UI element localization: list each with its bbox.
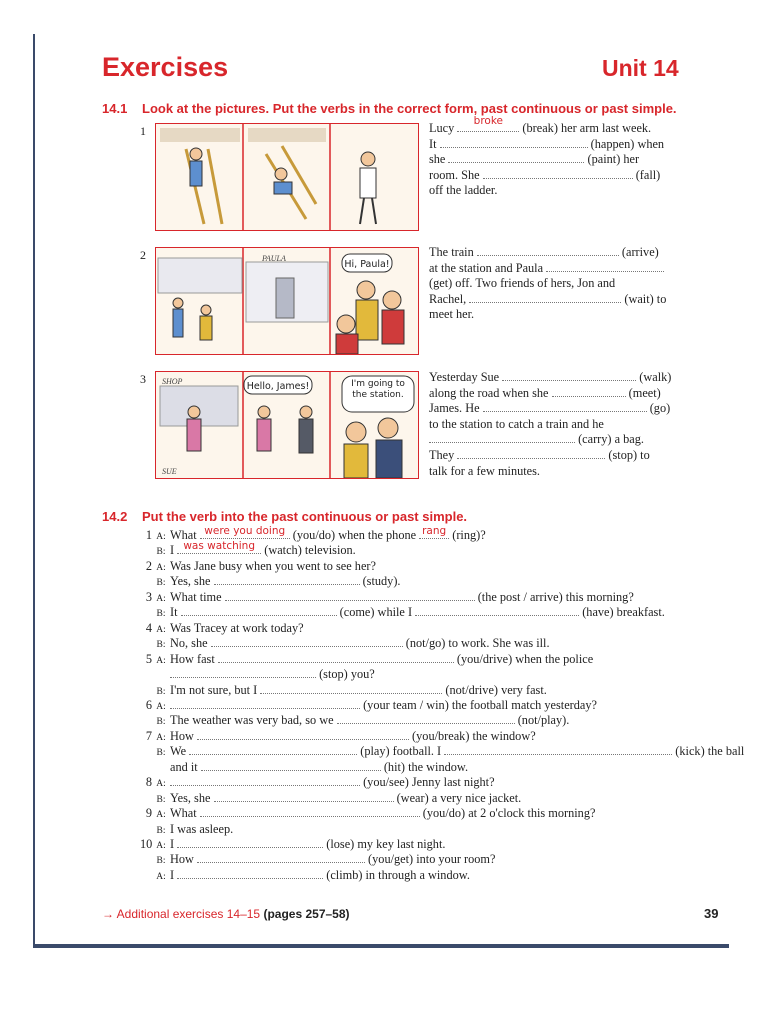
- row-text: (not/go) to work. She was ill.: [402, 636, 550, 651]
- exercise-row: [140, 652, 593, 667]
- arrow-right-icon: →: [102, 907, 114, 921]
- row-text: (study).: [359, 574, 401, 589]
- answer-blank[interactable]: [177, 837, 323, 848]
- left-margin-rule: [33, 34, 35, 946]
- row-text: How fast: [170, 651, 218, 666]
- row-text: How: [170, 852, 197, 867]
- row-text: (have) breakfast.: [579, 605, 665, 620]
- link-text: Additional exercises 14–15: [116, 907, 261, 921]
- handwritten-answer: were you doing: [204, 525, 286, 537]
- speaker-label: A:: [156, 841, 166, 851]
- row-text: I'm not sure, but I: [170, 682, 261, 697]
- picture-caption: PAULA: [262, 254, 286, 263]
- answer-blank[interactable]: [419, 525, 449, 539]
- picture-1-ladder-fall: [155, 123, 419, 231]
- answer-blank[interactable]: [225, 590, 475, 601]
- exercise-row: [140, 636, 550, 651]
- speaker-label: B:: [156, 578, 166, 589]
- answer-blank[interactable]: [211, 636, 403, 647]
- shop-sign: SHOP: [162, 377, 183, 386]
- text-line: (carry) a bag.: [429, 432, 671, 448]
- row-text: (not/drive) very fast.: [442, 682, 547, 697]
- speaker-label: B:: [156, 640, 166, 651]
- additional-exercises-link[interactable]: [102, 907, 350, 921]
- text-line: to the station to catch a train and he: [429, 416, 604, 431]
- item-number: 7: [145, 728, 152, 743]
- exercise-14-1-number: 14.1: [102, 101, 128, 116]
- speaker-label: B:: [156, 748, 166, 759]
- answer-blank[interactable]: [189, 744, 357, 755]
- exercise-row: [140, 559, 376, 574]
- row-text: (you/get) into your room?: [364, 852, 496, 867]
- handwritten-answer: was watching: [183, 540, 255, 553]
- answer-blank[interactable]: [200, 525, 290, 539]
- speaker-label: A:: [156, 532, 166, 542]
- exercise-row: [140, 822, 233, 837]
- answer-blank[interactable]: [483, 168, 633, 179]
- answer-blank[interactable]: [214, 791, 394, 802]
- row-text: What: [170, 528, 200, 542]
- answer-blank[interactable]: [483, 401, 647, 412]
- exercise-row: [140, 590, 634, 605]
- picture-number: 2: [140, 248, 146, 262]
- text-line: It (happen) when: [429, 136, 665, 151]
- speaker-label: A:: [156, 732, 166, 743]
- answer-blank[interactable]: [218, 652, 454, 663]
- text-line: room. She (fall): [429, 167, 661, 182]
- speaker-label: B:: [156, 717, 166, 728]
- page-number: 39: [704, 906, 719, 921]
- speech-bubble: Hello, James!: [246, 381, 310, 392]
- bottom-rule: [33, 944, 729, 948]
- row-text: (lose) my key last night.: [323, 837, 446, 851]
- text-line: Yesterday Sue (walk): [429, 370, 672, 384]
- item-number: 9: [145, 806, 152, 821]
- exercise-row: [140, 729, 536, 744]
- answer-blank[interactable]: [177, 868, 323, 879]
- exercise-row: [140, 683, 547, 698]
- item-number: 2: [145, 558, 152, 573]
- row-text: No, she: [170, 636, 211, 651]
- row-text: (you/see) Jenny last night?: [360, 775, 495, 790]
- text-line: The train (arrive): [429, 245, 659, 259]
- item-number: 4: [145, 620, 152, 635]
- row-text: (come) while I: [336, 605, 416, 620]
- answer-blank[interactable]: [201, 760, 381, 771]
- item-number: 1: [145, 528, 152, 542]
- text-line: meet her.: [429, 307, 475, 322]
- exercise-14-1-instruction: Look at the pictures. Put the verbs in the correct form, past continuous or past simple.: [142, 101, 677, 116]
- text-line: at the station and Paula: [429, 261, 666, 277]
- exercise-row: [140, 744, 744, 759]
- picture-number: 3: [140, 372, 146, 386]
- exercise-row: [140, 775, 495, 790]
- answer-blank[interactable]: [214, 574, 360, 585]
- row-text: I: [170, 543, 178, 558]
- answer-blank[interactable]: [181, 605, 337, 616]
- answer-blank[interactable]: [440, 137, 588, 148]
- speaker-label: B:: [156, 794, 166, 805]
- exercise-row: [140, 791, 521, 806]
- answer-blank[interactable]: [477, 245, 619, 256]
- answer-blank[interactable]: [429, 432, 575, 443]
- exercise-14-2-number: 14.2: [102, 509, 128, 524]
- row-text: What time: [170, 589, 225, 604]
- answer-blank[interactable]: broke: [457, 121, 519, 132]
- picture-1-text: [429, 115, 665, 199]
- exercise-row: [140, 760, 468, 775]
- item-number: 3: [145, 589, 152, 604]
- answer-blank[interactable]: [197, 852, 365, 863]
- speaker-label: A:: [156, 562, 166, 573]
- picture-3-text: [429, 370, 671, 479]
- answer-blank[interactable]: [502, 370, 636, 381]
- speaker-label: A:: [156, 779, 166, 790]
- row-text: (watch) television.: [261, 543, 356, 558]
- answer-blank[interactable]: [469, 292, 621, 303]
- row-text: (not/play).: [514, 713, 570, 728]
- speech-bubble: I'm going to the station.: [351, 379, 405, 400]
- text-line: she (paint) her: [429, 152, 640, 167]
- item-number: 8: [145, 775, 152, 790]
- link-pages: (pages 257–58): [263, 907, 350, 921]
- answer-blank[interactable]: [552, 386, 626, 397]
- exercise-row: [140, 540, 356, 558]
- row-text: We: [170, 744, 190, 759]
- row-text: (play) football. I: [357, 744, 445, 759]
- speaker-label: B:: [156, 609, 166, 620]
- speaker-label: A:: [156, 810, 166, 821]
- row-text: and it: [170, 759, 201, 774]
- row-text: How: [170, 728, 197, 743]
- text-line: James. He (go): [429, 401, 671, 416]
- exercise-row: [140, 852, 495, 867]
- row-text: (you/drive) when the police: [453, 651, 594, 666]
- exercise-row: [140, 621, 304, 636]
- row-text: I: [170, 867, 178, 882]
- row-text: (you/do) when the phone: [289, 528, 420, 542]
- row-text: (climb) in through a window.: [323, 867, 470, 882]
- exercise-row: [140, 574, 401, 589]
- item-number: 6: [145, 697, 152, 712]
- picture-3-street-meeting: [155, 371, 419, 479]
- row-text: Was Jane busy when you went to see her?: [170, 558, 376, 573]
- text-line: off the ladder.: [429, 183, 498, 198]
- unit-title: Unit 14: [602, 55, 679, 81]
- row-text: (you/do) at 2 o'clock this morning?: [419, 806, 596, 821]
- speaker-label: B:: [156, 547, 166, 558]
- item-number: 5: [145, 651, 152, 666]
- exercise-row: [140, 667, 375, 682]
- handwritten-answer: rang: [422, 525, 447, 537]
- answer-blank[interactable]: [457, 448, 605, 459]
- row-text: I: [170, 837, 178, 851]
- exercise-row: [140, 605, 665, 620]
- page-title: Exercises: [102, 52, 229, 82]
- answer-blank[interactable]: [415, 605, 579, 616]
- row-text: Yes, she: [170, 790, 214, 805]
- exercise-row: [140, 713, 569, 728]
- answer-blank[interactable]: [260, 683, 442, 694]
- answer-blank[interactable]: [448, 152, 584, 163]
- speaker-label: A:: [156, 593, 166, 604]
- speaker-label: B:: [156, 686, 166, 697]
- exercise-14-2-instruction: Put the verb into the past continuous or past simple.: [142, 509, 468, 524]
- text-line: Rachel, (wait) to: [429, 291, 667, 306]
- row-text: It: [170, 605, 181, 620]
- item-number: 10: [140, 837, 153, 851]
- speech-bubble: Hi, Paula!: [344, 259, 390, 270]
- answer-blank[interactable]: [337, 713, 515, 724]
- row-text: Yes, she: [170, 574, 214, 589]
- speaker-label: A:: [156, 871, 166, 882]
- answer-blank[interactable]: [170, 667, 316, 678]
- row-text: The weather was very bad, so we: [170, 713, 337, 728]
- answer-blank[interactable]: [444, 744, 672, 755]
- picture-2-text: [429, 245, 666, 323]
- speaker-label: B:: [156, 825, 166, 836]
- answer-blank[interactable]: [546, 261, 664, 272]
- speaker-label: A:: [156, 624, 166, 635]
- exercise-row: [140, 868, 470, 883]
- speaker-label: A:: [156, 701, 166, 712]
- speaker-label: A:: [156, 655, 166, 666]
- answer-blank[interactable]: [170, 698, 360, 709]
- row-text: (the post / arrive) this morning?: [474, 589, 634, 604]
- row-text: (hit) the window.: [380, 759, 469, 774]
- text-line: They (stop) to: [429, 447, 650, 462]
- speaker-label: B:: [156, 856, 166, 867]
- exercise-row: [140, 806, 595, 821]
- row-text: What: [170, 806, 200, 821]
- picture-caption: SUE: [162, 467, 177, 476]
- row-text: (stop) you?: [316, 667, 375, 682]
- answer-blank[interactable]: [170, 775, 360, 786]
- row-text: I was asleep.: [170, 821, 234, 836]
- answer-blank[interactable]: [177, 540, 261, 554]
- row-text: (your team / win) the football match yesterday?: [360, 697, 597, 712]
- text-line: (get) off. Two friends of hers, Jon and: [429, 276, 616, 291]
- answer-blank[interactable]: [200, 806, 420, 817]
- text-line: talk for a few minutes.: [429, 463, 540, 478]
- row-text: (ring)?: [449, 528, 486, 542]
- picture-2-train-station: [155, 247, 419, 355]
- row-text: (you/break) the window?: [408, 728, 536, 743]
- exercise-row: [140, 698, 597, 713]
- text-line: Lucy broke (break) her arm last week.: [429, 115, 652, 135]
- exercise-row: [140, 837, 445, 852]
- row-text: (kick) the ball: [672, 744, 745, 759]
- text-line: along the road when she (meet): [429, 385, 661, 400]
- picture-number: 1: [140, 124, 146, 138]
- answer-blank[interactable]: [197, 729, 409, 740]
- row-text: Was Tracey at work today?: [170, 620, 304, 635]
- row-text: (wear) a very nice jacket.: [393, 790, 522, 805]
